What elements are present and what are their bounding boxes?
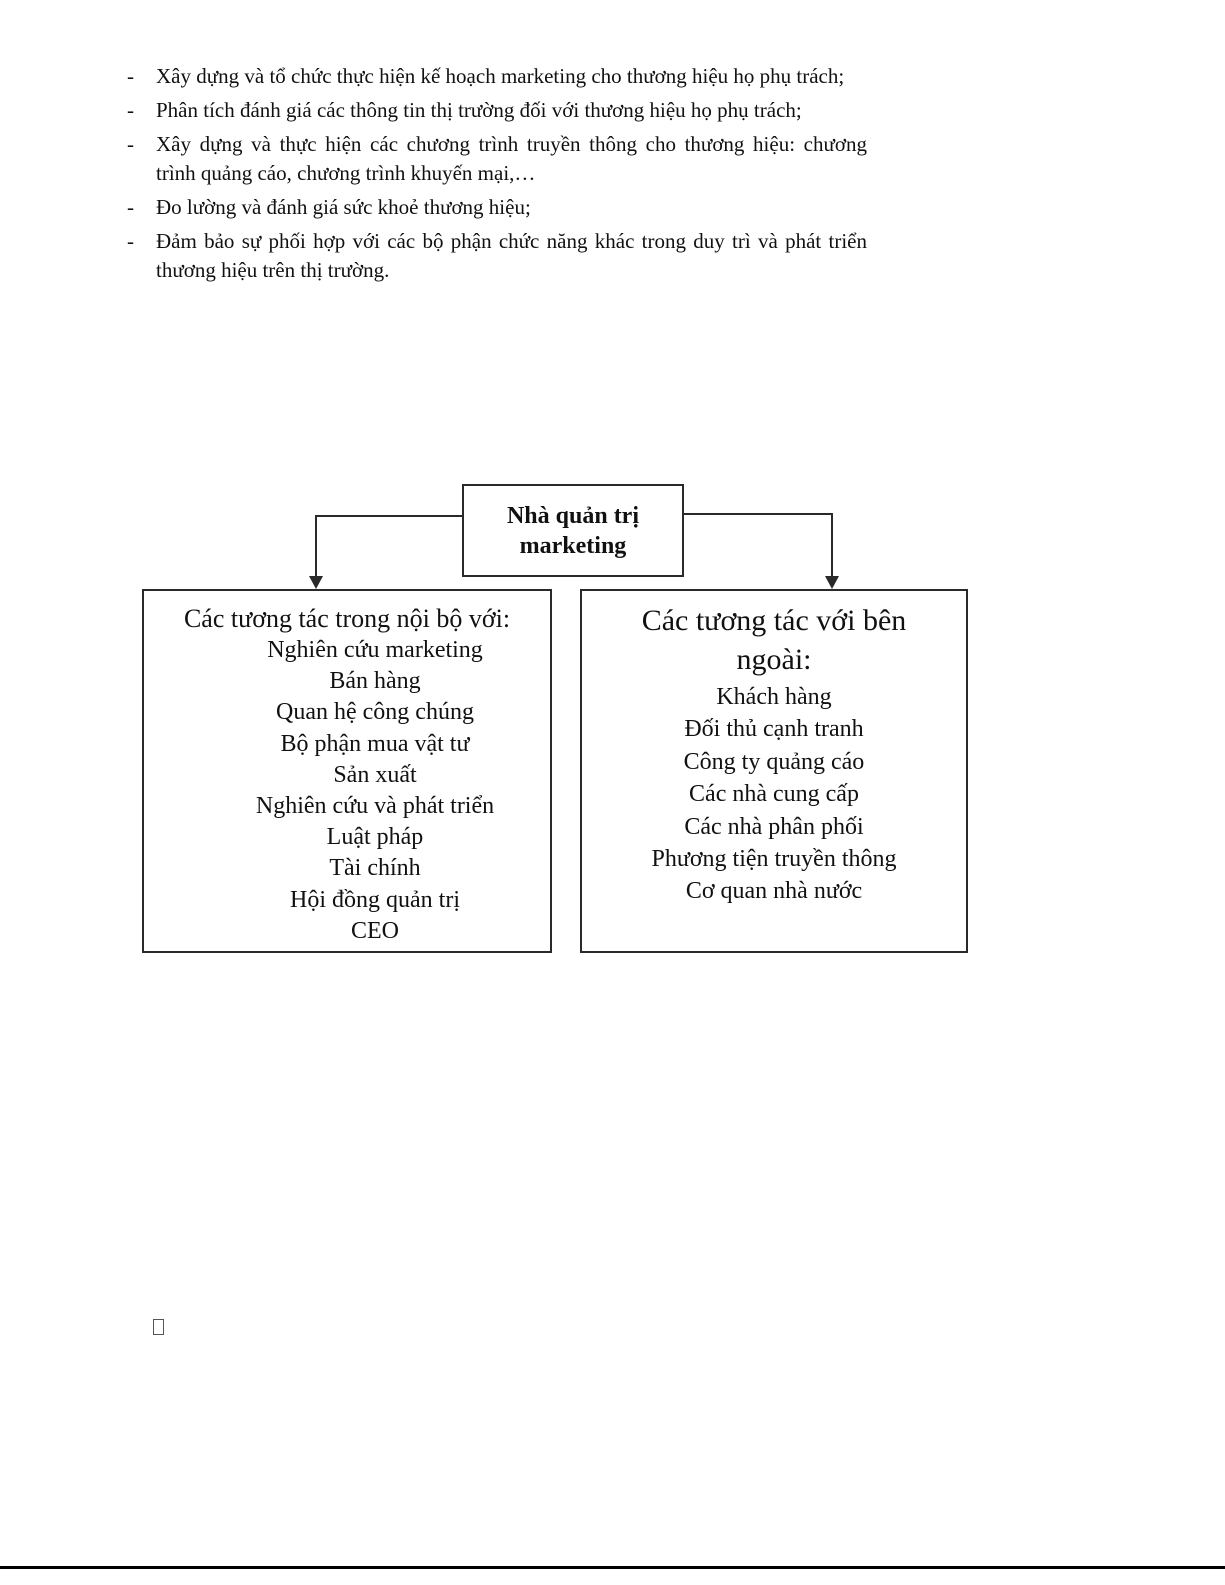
bullet-item <box>127 96 867 125</box>
external-list <box>582 681 966 908</box>
internal-interactions-box <box>142 589 552 953</box>
bullet-dash: - <box>127 98 134 122</box>
internal-heading: Các tương tác trong nội bộ với: <box>183 604 511 633</box>
list-item: Hội đồng quản trị <box>290 886 460 913</box>
list-item: Bộ phận mua vật tư <box>280 730 470 757</box>
external-interactions-box <box>580 589 968 953</box>
marketing-manager-box <box>462 484 684 577</box>
list-item: Nghiên cứu và phát triển <box>255 793 495 820</box>
list-item: Các nhà cung cấp <box>689 781 859 808</box>
list-item: Bán hàng <box>329 668 421 695</box>
bullet-text: Đảm bảo sự phối hợp với các bộ phận chức năng khác trong duy trì và phát triển thương hiệu trên thị trường. <box>156 229 867 282</box>
right-connector-line <box>684 514 832 578</box>
list-item: Phương tiện truyền thông <box>651 846 897 873</box>
list-item: Khách hàng <box>716 684 832 710</box>
bullet-text: Phân tích đánh giá các thông tin thị trường đối với thương hiệu họ phụ trách; <box>156 98 802 122</box>
manager-title-line2: marketing <box>519 532 627 559</box>
left-arrowhead <box>309 576 323 589</box>
bullet-text: Xây dựng và thực hiện các chương trình truyền thông cho thương hiệu: chương trình quảng cáo, chương trình khuyến mại,… <box>156 132 867 185</box>
list-item: CEO <box>351 917 399 944</box>
bullet-item <box>127 62 867 91</box>
responsibility-list <box>127 62 867 290</box>
list-item: Các nhà phân phối <box>684 813 864 840</box>
bullet-text: Đo lường và đánh giá sức khoẻ thương hiệu; <box>156 195 531 219</box>
list-item: Công ty quảng cáo <box>683 748 865 775</box>
list-item: Sản xuất <box>333 761 417 788</box>
manager-title-line1: Nhà quản trị <box>506 502 640 529</box>
internal-list <box>144 635 550 947</box>
list-item: Quan hệ công chúng <box>276 699 474 726</box>
bullet-item <box>127 227 867 285</box>
list-item: Cơ quan nhà nước <box>685 878 863 905</box>
bullet-dash: - <box>127 132 134 156</box>
list-item: Nghiên cứu marketing <box>267 637 483 663</box>
bullet-dash: - <box>127 195 134 219</box>
right-arrowhead <box>825 576 839 589</box>
bullet-text: Xây dựng và tổ chức thực hiện kế hoạch marketing cho thương hiệu họ phụ trách; <box>156 64 845 88</box>
bullet-dash: - <box>127 64 134 88</box>
left-connector-line <box>316 516 462 578</box>
page-bottom-rule <box>0 1566 1225 1569</box>
external-heading: Các tương tác với bên ngoài: <box>641 604 907 676</box>
list-item: Luật pháp <box>326 824 424 851</box>
missing-glyph-box <box>153 1319 164 1335</box>
bullet-item <box>127 193 867 222</box>
list-item: Đối thủ cạnh tranh <box>684 716 864 743</box>
bullet-item <box>127 130 867 188</box>
bullet-dash: - <box>127 229 134 253</box>
list-item: Tài chính <box>329 855 421 882</box>
